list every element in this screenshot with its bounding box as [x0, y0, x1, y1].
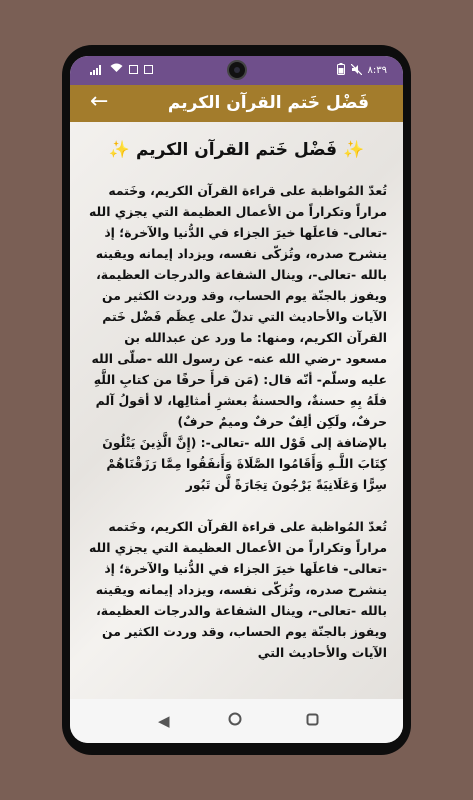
paragraph: تُعدّ المُواظبة على قراءة القرآن الكريم، وخَتمه مراراً وتكراراً من الأعمال العظيمة التي يجزي الله -تعالى- فاعلَها خيرَ الجزاء في الدُّنيا والآخرة؛ إذ ينشرح صدره، وتُزكّى نفسه، ويزداد إيمانه ويقينه بالله -تعالى-، وينال الشفاعة والدرجات العظيمة، ويفوز بالجنّة يوم الحساب، وقد وردت الكثير من الآيات والأحاديث التي تدلّ على عِظَم فَضْل خَتم القرآن الكريم، ومنها: ما ورد عن عبدالله بن مسعود -رضي الله عنه- عن رسول الله -صلّى الله عليه وسلّم- أنّه قال: (مَن قرأَ حرفًا من كتابِ اللَّهِ فلَهُ بِهِ حسنةٌ، والحسنةُ بعشرِ أمثالِها، لا أقولُ آلم حرفٌ، ولَكِن ألِفٌ حرفٌ وميمٌ حرفٌ)	[88, 183, 387, 429]
notification-icon-2	[144, 65, 153, 74]
section-heading-text: فَضْل خَتم القرآن الكريم	[135, 140, 338, 160]
home-circle-icon[interactable]	[228, 712, 242, 730]
sparkle-icon: ✨	[342, 140, 365, 160]
navigation-bar	[70, 699, 403, 743]
wifi-icon	[110, 63, 123, 76]
back-triangle-icon[interactable]: ◀	[158, 712, 170, 730]
status-bar	[70, 56, 403, 85]
phone-screen	[70, 56, 403, 743]
paragraph: تُعدّ المُواظبة على قراءة القرآن الكريم، وخَتمه مراراً وتكراراً من الأعمال العظيمة التي يجزي الله -تعالى- فاعلَها خيرَ الجزاء في الدُّنيا والآخرة؛ إذ ينشرح صدره، وتُزكّى نفسه، ويزداد إيمانه ويقينه بالله -تعالى-، وينال الشفاعة والدرجات العظيمة، ويفوز بالجنّة يوم الحساب، وقد وردت الكثير من الآيات والأحاديث التي	[88, 519, 387, 660]
arrow-left-icon[interactable]: ←	[90, 89, 109, 114]
app-bar	[70, 85, 403, 122]
mute-icon	[351, 64, 362, 78]
camera-cutout	[227, 60, 247, 80]
app-bar-title: فَضْل خَتم القرآن الكريم	[167, 93, 369, 113]
battery-icon	[337, 63, 345, 78]
article-text	[70, 180, 403, 663]
status-time: ٨:٣٩	[367, 65, 387, 76]
notification-icon	[129, 65, 138, 74]
section-heading	[70, 140, 403, 160]
paragraph: بالإضافة إلى قَوْل الله -تعالى-: (إِنَّ الَّذِينَ يَتْلُونَ كِتَابَ اللَّـهِ وَأَقَامُوا الصَّلَاةَ وَأَنفَقُوا مِمَّا رَزَقْنَاهُمْ سِرًّا وَعَلَانِيَةً يَرْجُونَ تِجَارَةً لَّن تَبُور	[102, 435, 387, 492]
status-left-icons	[90, 63, 153, 76]
recents-square-icon[interactable]	[306, 712, 319, 730]
content-area[interactable]	[70, 122, 403, 699]
status-right-icons	[337, 63, 387, 78]
sparkle-icon: ✨	[108, 140, 131, 160]
signal-icon	[90, 65, 104, 75]
